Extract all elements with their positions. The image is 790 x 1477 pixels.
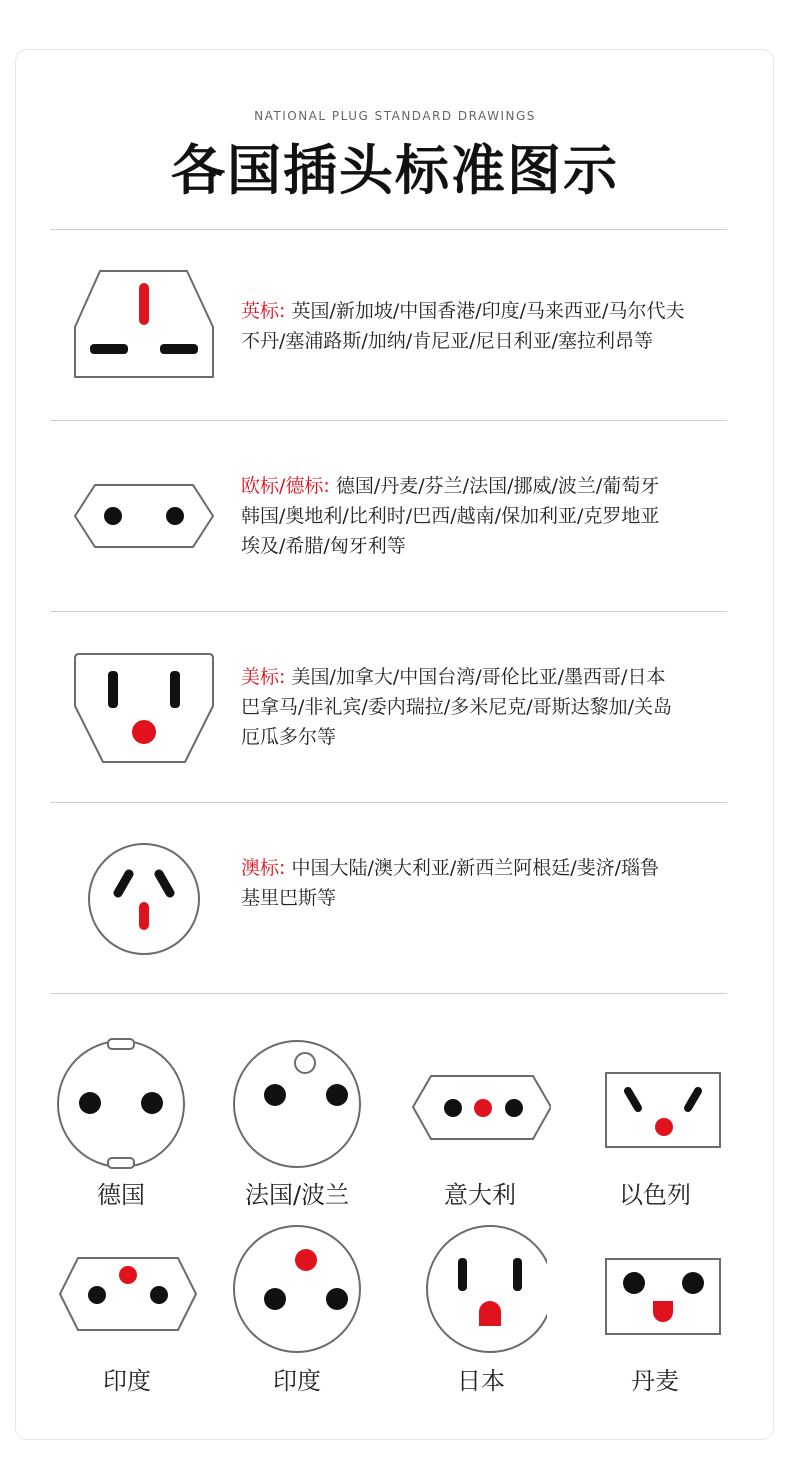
standard-label: 澳标:	[241, 857, 286, 879]
standard-eu	[0, 420, 790, 611]
gallery-label: 日本	[457, 1367, 505, 1395]
standard-label: 美标:	[241, 666, 286, 688]
india-plug-icon	[54, 1222, 200, 1358]
page-subtitle: NATIONAL PLUG STANDARD DRAWINGS	[254, 109, 536, 123]
italy-plug-icon	[409, 1036, 551, 1172]
israel-plug-icon	[588, 1036, 722, 1172]
countries-line: 韩国/奥地利/比利时/巴西/越南/保加利亚/克罗地亚	[241, 505, 660, 527]
gallery-item-india-1	[52, 1222, 202, 1397]
eu-plug-icon	[73, 483, 215, 549]
standard-us	[0, 611, 790, 802]
countries-line: 厄瓜多尔等	[241, 726, 337, 748]
france-poland-plug-icon	[231, 1036, 363, 1172]
standard-description	[241, 853, 721, 913]
gallery-item-france-poland	[222, 1036, 372, 1211]
germany-plug-icon	[55, 1036, 187, 1172]
gallery-item-denmark	[580, 1222, 730, 1397]
japan-plug-icon	[415, 1222, 547, 1358]
gallery-label: 印度	[103, 1367, 151, 1395]
standard-description	[241, 296, 721, 356]
standard-description	[241, 471, 721, 561]
uk-plug-icon	[73, 269, 215, 381]
countries-line: 英国/新加坡/中国香港/印度/马来西亚/马尔代夫	[291, 300, 685, 322]
gallery-item-japan	[406, 1222, 556, 1397]
gallery-label: 印度	[273, 1367, 321, 1395]
standard-description	[241, 662, 721, 752]
countries-line: 巴拿马/非礼宾/委内瑞拉/多米尼克/哥斯达黎加/关岛	[241, 696, 673, 718]
gallery-item-israel	[580, 1036, 730, 1211]
gallery-label: 德国	[97, 1181, 145, 1209]
us-plug-icon	[73, 652, 215, 764]
gallery-item-india-2	[222, 1222, 372, 1397]
standard-uk	[0, 229, 790, 420]
gallery-label: 丹麦	[631, 1367, 679, 1395]
standard-label: 欧标/德标:	[241, 475, 330, 497]
gallery-label: 法国/波兰	[244, 1181, 350, 1209]
countries-line: 德国/丹麦/芬兰/法国/挪威/波兰/葡萄牙	[335, 475, 660, 497]
india-round-plug-icon	[231, 1222, 363, 1358]
standard-label: 英标:	[241, 300, 286, 322]
gallery-label: 意大利	[444, 1181, 516, 1209]
au-plug-icon	[87, 842, 201, 956]
countries-line: 基里巴斯等	[241, 887, 337, 909]
gallery-label: 以色列	[619, 1181, 691, 1209]
gallery-item-germany	[46, 1036, 196, 1211]
countries-line: 埃及/希腊/匈牙利等	[241, 535, 406, 557]
divider	[50, 993, 727, 994]
countries-line: 美国/加拿大/中国台湾/哥伦比亚/墨西哥/日本	[291, 666, 666, 688]
gallery-item-italy	[405, 1036, 555, 1211]
countries-line: 中国大陆/澳大利亚/新西兰阿根廷/斐济/瑙鲁	[291, 857, 660, 879]
countries-line: 不丹/塞浦路斯/加纳/肯尼亚/尼日利亚/塞拉利昂等	[241, 330, 654, 352]
standard-au	[0, 802, 790, 993]
page-title: 各国插头标准图示	[171, 139, 619, 202]
denmark-plug-icon	[588, 1222, 722, 1358]
